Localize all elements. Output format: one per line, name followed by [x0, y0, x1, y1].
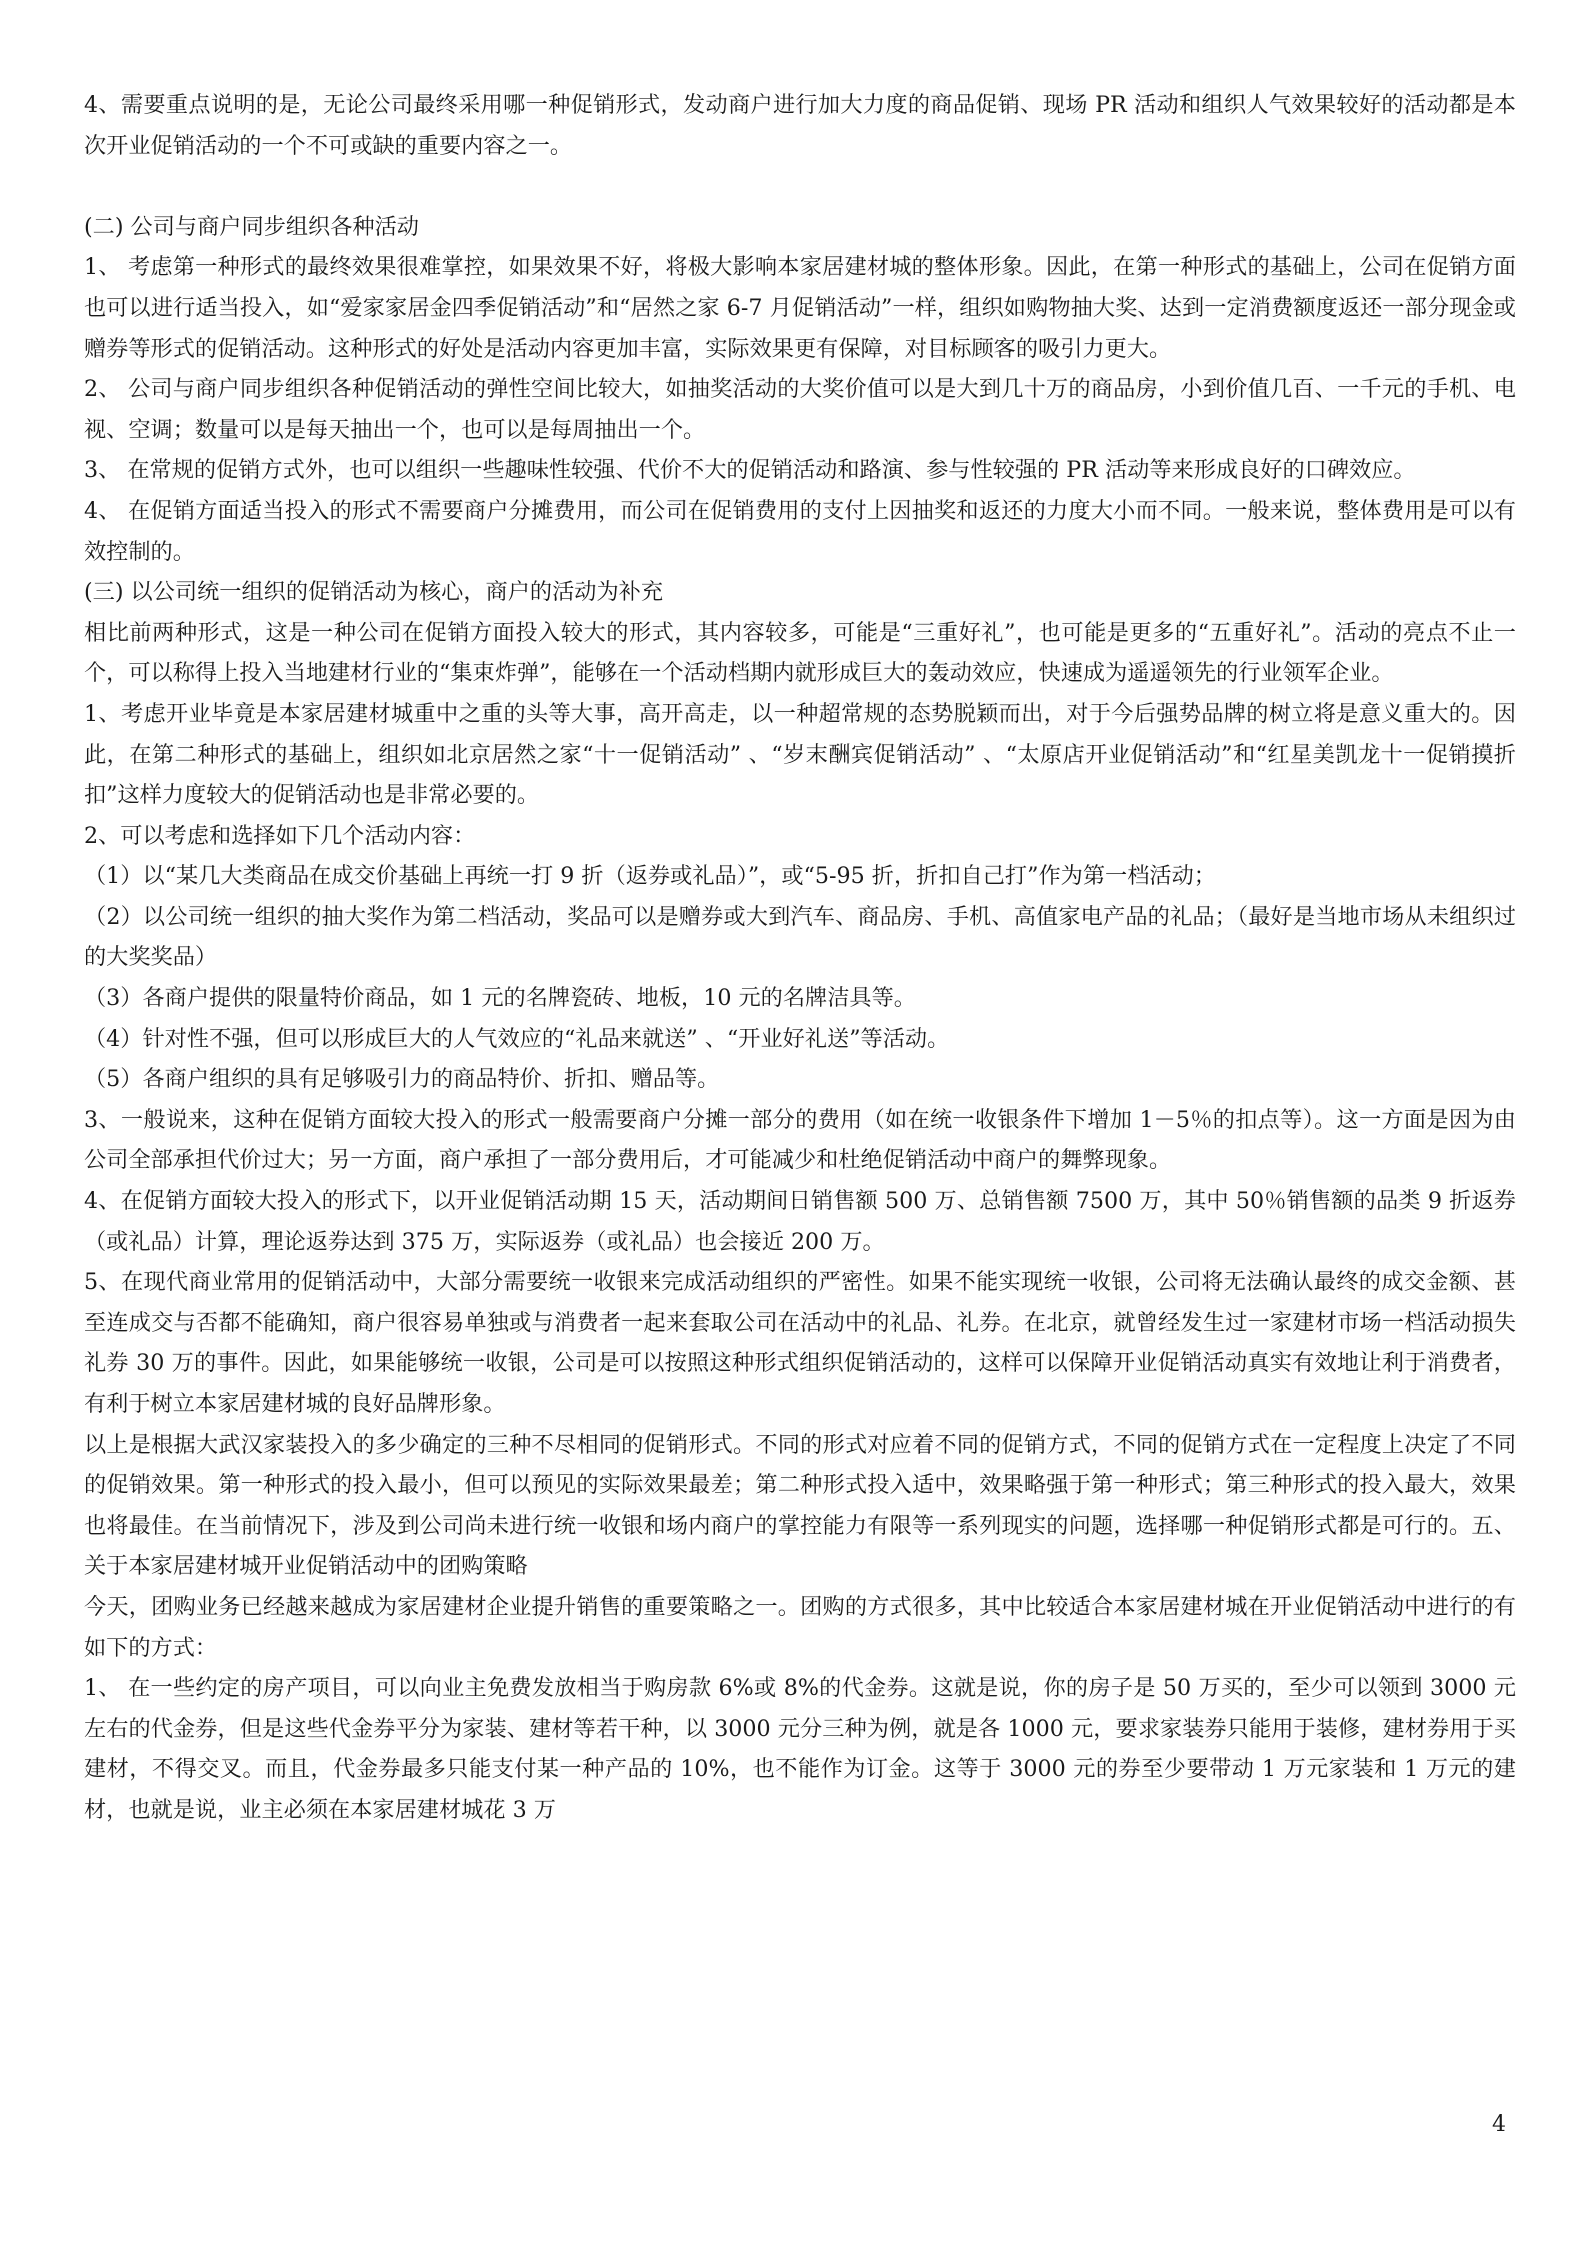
- list-item-activity-5: （5）各商户组织的具有足够吸引力的商品特价、折扣、赠品等。: [84, 1066, 720, 1093]
- document-body: [84, 85, 1516, 1831]
- paragraph-section3-item-3: 3、一般说来，这种在促销方面较大投入的形式一般需要商户分摊一部分的费用（如在统一收银条件下增加 1－5％的扣点等）。这一方面是因为由公司全部承担代价过大；另一方面，商户承担了一部分费用后，才可能减少和杜绝促销活动中商户的舞弊现象。: [84, 1106, 1516, 1174]
- list-item-activity-4: （4）针对性不强，但可以形成巨大的人气效应的“礼品来就送” 、“开业好礼送”等活动。: [84, 1025, 950, 1052]
- list-item-activity-3: （3）各商户提供的限量特价商品，如 1 元的名牌瓷砖、地板，10 元的名牌洁具等。: [84, 985, 916, 1012]
- paragraph-section3-intro: 相比前两种形式，这是一种公司在促销方面投入较大的形式，其内容较多，可能是“三重好礼”，也可能是更多的“五重好礼”。活动的亮点不止一个，可以称得上投入当地建材行业的“集束炸弹”，能够在一个活动档期内就形成巨大的轰动效应，快速成为遥遥领先的行业领军企业。: [84, 619, 1516, 687]
- paragraph-point-4-emphasis: 4、需要重点说明的是，无论公司最终采用哪一种促销形式，发动商户进行加大力度的商品促销、现场 PR 活动和组织人气效果较好的活动都是本次开业促销活动的一个不可或缺的重要内容之一。: [84, 92, 1516, 159]
- paragraph-group-buying-item-1: 1、 在一些约定的房产项目，可以向业主免费发放相当于购房款 6%或 8%的代金券。这就是说，你的房子是 50 万买的，至少可以领到 3000 元左右的代金券，但是这些代金券平分为家装、建材等若干种，以 3000 元分三种为例，就是各 1000 元，要求家装券只能用于装修，建材券用于买建材，不得交叉。而且，代金券最多只能支付某一种产品的 10%，也不能作为订金。这等于 3000 元的券至少要带动 1 万元家装和 1 万元的建材，也就是说，业主必须在本家居建材城花 3 万: [84, 1675, 1516, 1823]
- list-item-activity-2: （2）以公司统一组织的抽大奖作为第二档活动，奖品可以是赠券或大到汽车、商品房、手机、高值家电产品的礼品；（最好是当地市场从未组织过的大奖奖品）: [84, 903, 1516, 971]
- paragraph-section3-item-5: 5、在现代商业常用的促销活动中，大部分需要统一收银来完成活动组织的严密性。如果不能实现统一收银，公司将无法确认最终的成交金额、甚至连成交与否都不能确知，商户很容易单独或与消费者一起来套取公司在活动中的礼品、礼券。在北京，就曾经发生过一家建材市场一档活动损失礼券 30 万的事件。因此，如果能够统一收银，公司是可以按照这种形式组织促销活动的，这样可以保障开业促销活动真实有效地让利于消费者，有利于树立本家居建材城的良好品牌形象。: [84, 1269, 1516, 1417]
- paragraph-section2-item-1: 1、 考虑第一种形式的最终效果很难掌控，如果效果不好，将极大影响本家居建材城的整体形象。因此，在第一种形式的基础上，公司在促销方面也可以进行适当投入，如“爱家家居金四季促销活动”和“居然之家 6-7 月促销活动”一样，组织如购物抽大奖、达到一定消费额度返还一部分现金或赠券等形式的促销活动。这种形式的好处是活动内容更加丰富，实际效果更有保障，对目标顾客的吸引力更大。: [84, 254, 1516, 362]
- paragraph-section2-item-4: 4、 在促销方面适当投入的形式不需要商户分摊费用，而公司在促销费用的支付上因抽奖和返还的力度大小而不同。一般来说，整体费用是可以有效控制的。: [84, 497, 1516, 565]
- paragraph-section3-item-4: 4、在促销方面较大投入的形式下，以开业促销活动期 15 天，活动期间日销售额 500 万、总销售额 7500 万，其中 50％销售额的品类 9 折返券（或礼品）计算，理论返券达到 375 万，实际返券（或礼品）也会接近 200 万。: [84, 1188, 1516, 1255]
- paragraph-section2-item-3: 3、 在常规的促销方式外，也可以组织一些趣味性较强、代价不大的促销活动和路演、参与性较强的 PR 活动等来形成良好的口碑效应。: [84, 457, 1416, 484]
- list-item-activity-1: （1）以“某几大类商品在成交价基础上再统一打 9 折（返券或礼品）”，或“5-95 折，折扣自己打”作为第一档活动；: [84, 863, 1216, 890]
- section-heading-2: (二) 公司与商户同步组织各种活动: [84, 213, 419, 240]
- paragraph-group-buying-intro: 今天，团购业务已经越来越成为家居建材企业提升销售的重要策略之一。团购的方式很多，其中比较适合本家居建材城在开业促销活动中进行的有如下的方式：: [84, 1593, 1516, 1661]
- paragraph-section3-item-2: 2、可以考虑和选择如下几个活动内容：: [84, 822, 476, 849]
- page-number: 4: [1492, 2112, 1506, 2137]
- paragraph-section3-item-1: 1、考虑开业毕竟是本家居建材城重中之重的头等大事，高开高走，以一种超常规的态势脱颖而出，对于今后强势品牌的树立将是意义重大的。因此，在第二种形式的基础上，组织如北京居然之家“十一促销活动” 、“岁末酬宾促销活动” 、“太原店开业促销活动”和“红星美凯龙十一促销摸折扣”这样力度较大的促销活动也是非常必要的。: [84, 700, 1516, 809]
- paragraph-section2-item-2: 2、 公司与商户同步组织各种促销活动的弹性空间比较大，如抽奖活动的大奖价值可以是大到几十万的商品房，小到价值几百、一千元的手机、电视、空调；数量可以是每天抽出一个，也可以是每周抽出一个。: [84, 376, 1516, 443]
- paragraph-summary: 以上是根据大武汉家装投入的多少确定的三种不尽相同的促销形式。不同的形式对应着不同的促销方式，不同的促销方式在一定程度上决定了不同的促销效果。第一种形式的投入最小，但可以预见的实际效果最差；第二种形式投入适中，效果略强于第一种形式；第三种形式的投入最大，效果也将最佳。在当前情况下，涉及到公司尚未进行统一收银和场内商户的掌控能力有限等一系列现实的问题，选择哪一种促销形式都是可行的。五、关于本家居建材城开业促销活动中的团购策略: [84, 1431, 1516, 1580]
- section-heading-3: (三) 以公司统一组织的促销活动为核心，商户的活动为补充: [84, 579, 664, 606]
